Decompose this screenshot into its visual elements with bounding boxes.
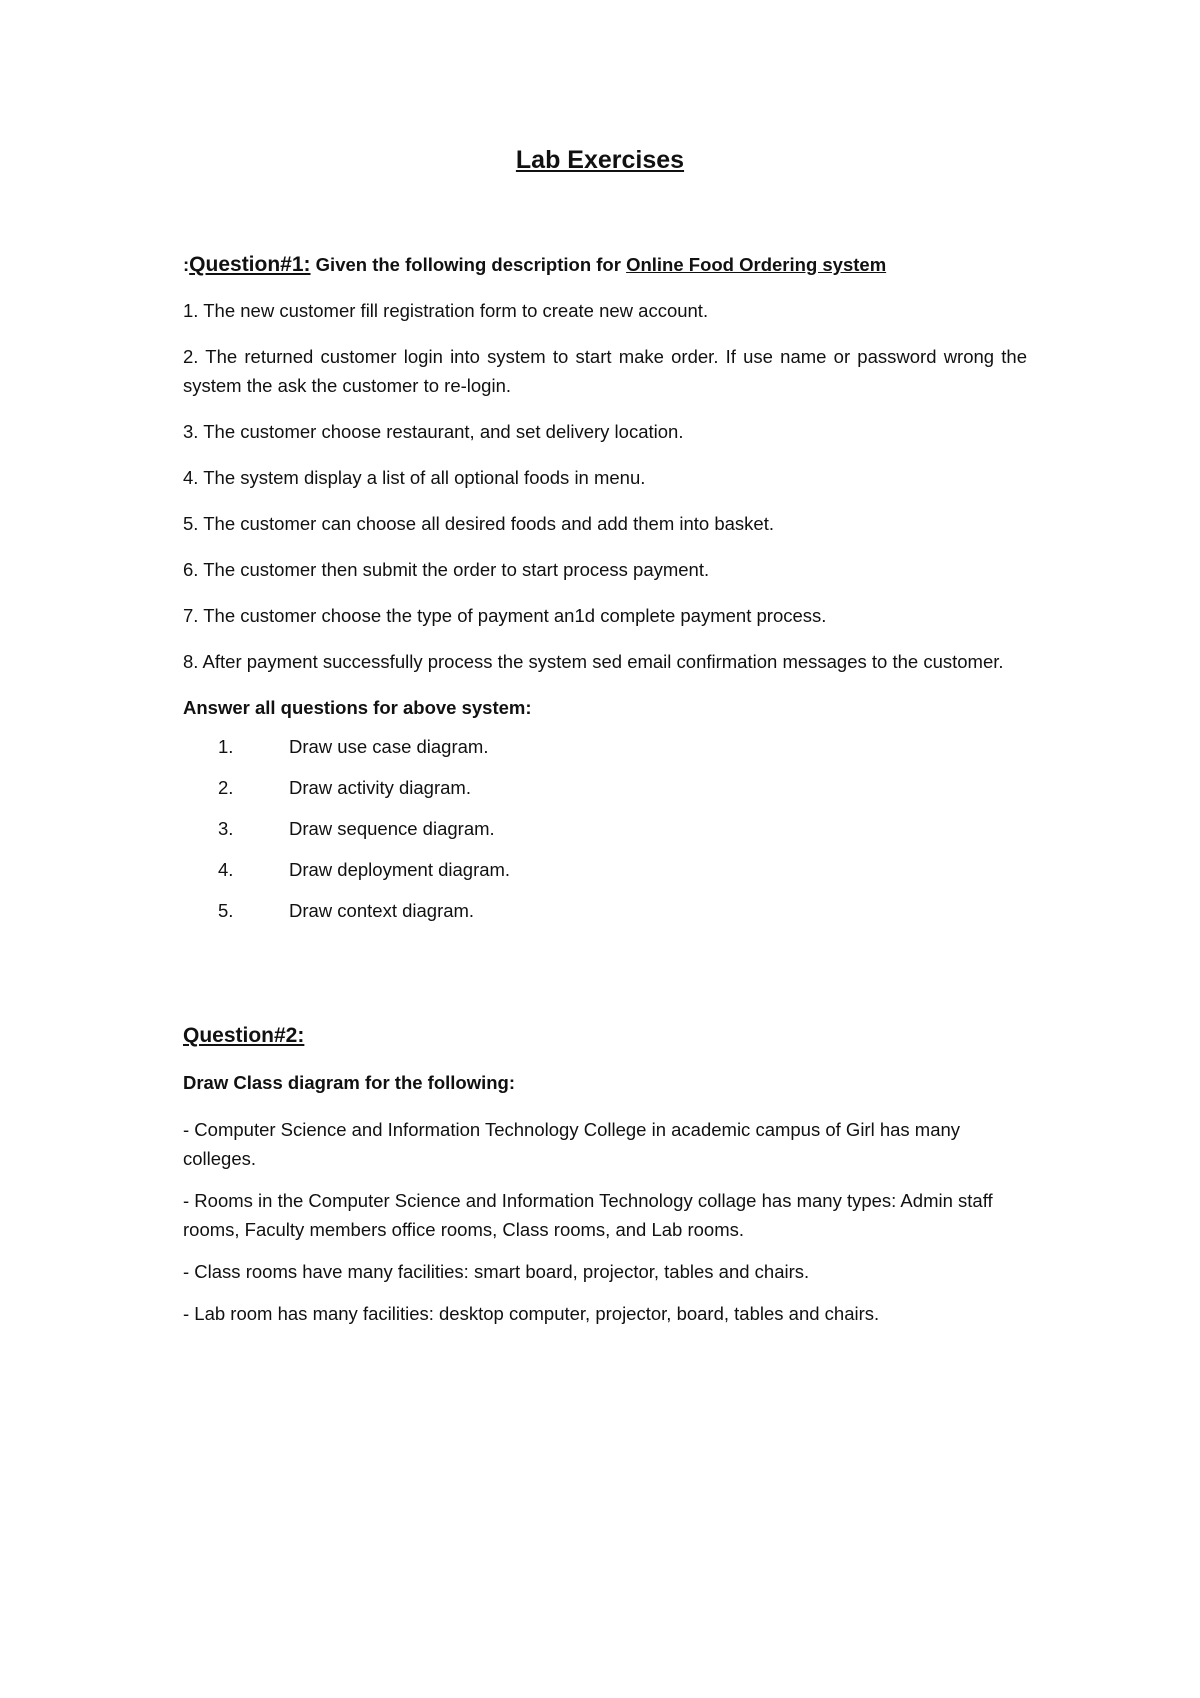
question-1-heading xyxy=(183,250,1027,279)
step-5: 5. The customer can choose all desired foods and add them into basket. xyxy=(183,513,774,534)
task-text: Draw context diagram. xyxy=(289,900,475,921)
step-7: 7. The customer choose the type of payment an1d complete payment process. xyxy=(183,605,827,626)
class-item-2: - Rooms in the Computer Science and Information Technology collage has many types: Admin staff rooms, Faculty members office rooms, Class rooms, and Lab rooms. xyxy=(183,1190,993,1240)
question-1-intro: Given the following description for xyxy=(310,254,627,275)
task-item xyxy=(183,814,1027,843)
document-title: Lab Exercises xyxy=(515,146,685,174)
question-2-heading: Question#2: xyxy=(183,1024,305,1047)
task-item xyxy=(183,732,1027,761)
task-item xyxy=(183,855,1027,884)
task-text: Draw sequence diagram. xyxy=(289,818,495,839)
step-3: 3. The customer choose restaurant, and set delivery location. xyxy=(183,421,684,442)
answer-heading: Answer all questions for above system: xyxy=(183,697,532,718)
document-body xyxy=(183,250,1027,1341)
task-number: 2. xyxy=(218,777,234,798)
class-item-3: - Class rooms have many facilities: smart board, projector, tables and chairs. xyxy=(183,1261,810,1282)
step-6: 6. The customer then submit the order to start process payment. xyxy=(183,559,710,580)
task-number: 4. xyxy=(218,859,234,880)
task-number: 1. xyxy=(218,736,234,757)
task-number: 5. xyxy=(218,900,234,921)
system-name: Online Food Ordering system xyxy=(626,254,887,275)
question-1-prefix: : xyxy=(183,254,190,275)
task-number: 3. xyxy=(218,818,234,839)
task-item xyxy=(183,773,1027,802)
step-4: 4. The system display a list of all optional foods in menu. xyxy=(183,467,646,488)
step-8: 8. After payment successfully process the system sed email confirmation messages to the customer. xyxy=(183,651,1004,672)
step-2: 2. The returned customer login into system to start make order. If use name or password wrong the system the ask the customer to re-login. xyxy=(183,346,1027,396)
task-text: Draw deployment diagram. xyxy=(289,859,511,880)
task-text: Draw use case diagram. xyxy=(289,736,489,757)
question-1-label: Question#1: xyxy=(189,253,311,276)
question-2-subheading: Draw Class diagram for the following: xyxy=(183,1072,516,1093)
class-item-4: - Lab room has many facilities: desktop computer, projector, board, tables and chairs. xyxy=(183,1303,880,1324)
task-item xyxy=(183,896,1027,925)
task-list xyxy=(183,732,1027,925)
class-item-1: - Computer Science and Information Technology College in academic campus of Girl has many colleges. xyxy=(183,1119,961,1169)
step-1: 1. The new customer fill registration form to create new account. xyxy=(183,300,709,321)
task-text: Draw activity diagram. xyxy=(289,777,471,798)
